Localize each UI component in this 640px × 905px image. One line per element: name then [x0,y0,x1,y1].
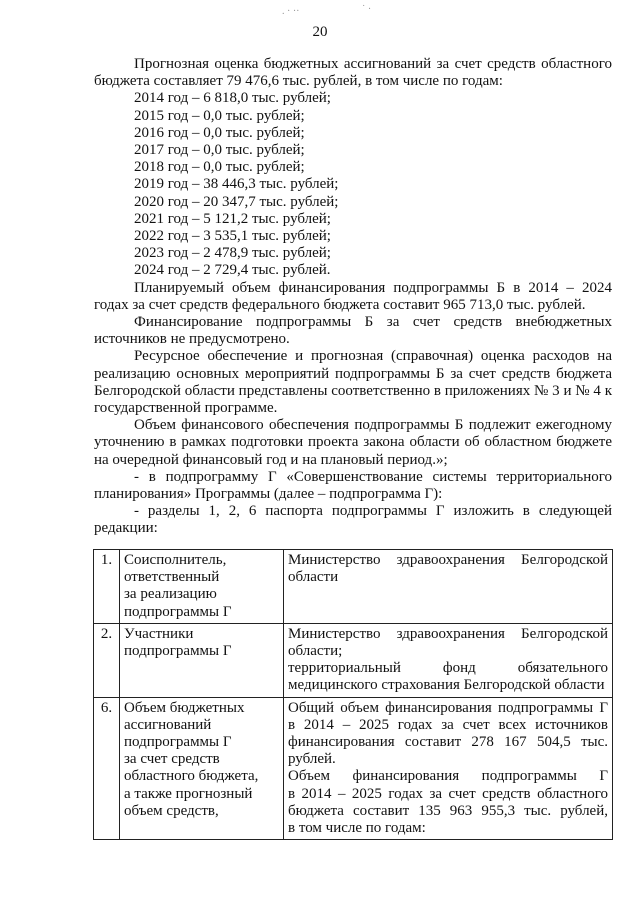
label-line: ассигнований [124,716,212,733]
value-line: Объем финансирования подпрограммы Г [288,768,608,785]
value-line: бюджета составит 135 963 955,3 тыс. рублей, [288,802,608,819]
label-line: подпрограммы Г [124,603,232,620]
row-label [120,623,284,697]
label-line: областного бюджета, [124,768,259,785]
paragraph: Прогнозная оценка бюджетных ассигнований за счет средств областного бюджета составляет 79 476,6 тыс. рублей, в том числе по годам: [94,56,612,90]
year-list [94,90,612,279]
value-line: в 2014 – 2025 годах за счет средств областного [288,785,608,802]
row-number: 2. [94,623,120,697]
label-line: а также прогнозный [124,785,253,802]
value-line: области; [288,643,343,660]
row-number: 1. [94,550,120,624]
page-number: 20 [312,24,328,40]
scan-artifact: . · ·· [282,6,300,17]
year-line: 2015 год – 0,0 тыс. рублей; [134,107,305,124]
label-line: подпрограммы Г [124,734,232,751]
value-line: в 2014 – 2025 годах за счет всех источников [288,716,608,733]
label-line: Объем бюджетных [124,699,245,716]
value-line: медицинского страхования Белгородской области [288,677,605,694]
row-label [120,697,284,840]
paragraph: Ресурсное обеспечение и прогнозная (справочная) оценка расходов на реализацию основных мероприятий подпрограммы Б за счет средств бюджета Белгородской области представлены соответственно в приложениях № 3 и № 4 к государственной программе. [94,348,612,417]
table-row [94,623,613,697]
row-value [284,623,613,697]
table-row [94,697,613,840]
label-line: объем средств, [124,802,219,819]
year-line: 2021 год – 5 121,2 тыс. рублей; [134,210,331,227]
year-line: 2017 год – 0,0 тыс. рублей; [134,142,305,159]
value-line: области [288,569,339,586]
year-line: 2014 год – 6 818,0 тыс. рублей; [134,90,331,107]
row-number: 6. [94,697,120,840]
year-line: 2024 год – 2 729,4 тыс. рублей. [134,262,331,279]
label-line: Участники [124,625,194,642]
paragraph: Планируемый объем финансирования подпрограммы Б в 2014 – 2024 годах за счет средств федерального бюджета составит 965 713,0 тыс. рублей. [94,279,612,313]
label-line: ответственный [124,569,220,586]
value-line: территориальный фонд обязательного [288,660,608,677]
label-line: Соисполнитель, [124,552,227,568]
body-text [94,56,612,538]
value-line: Общий объем финансирования подпрограммы Г [288,699,608,716]
paragraph: - в подпрограмму Г «Совершенствование системы территориального планирования» Программы (далее – подпрограмма Г): [94,468,612,503]
label-line: за реализацию [124,586,217,603]
table-row [94,550,613,624]
label-line: подпрограммы Г [124,643,232,660]
year-line: 2023 год – 2 478,9 тыс. рублей; [134,245,331,262]
paragraph: Финансирование подпрограммы Б за счет средств внебюджетных источников не предусмотрено. [94,314,612,348]
value-line: рублей. [288,751,336,768]
year-line: 2020 год – 20 347,7 тыс. рублей; [134,193,339,210]
year-line: 2016 год – 0,0 тыс. рублей; [134,124,305,141]
value-line: Министерство здравоохранения Белгородской [288,552,608,568]
value-line: финансирования составит 278 167 504,5 тыс. [288,734,608,751]
value-line: Министерство здравоохранения Белгородской [288,625,608,642]
row-value [284,697,613,840]
paragraph: - разделы 1, 2, 6 паспорта подпрограммы Г изложить в следующей редакции: [94,503,612,537]
value-line: в том числе по годам: [288,820,426,837]
paragraph: Объем финансового обеспечения подпрограммы Б подлежит ежегодному уточнению в рамках подготовки проекта закона области об областном бюджете на очередной финансовый год и на плановый период.»; [94,417,612,468]
scan-artifact: ˙ · [362,4,372,15]
year-line: 2022 год – 3 535,1 тыс. рублей; [134,228,331,245]
label-line: за счет средств [124,751,220,768]
year-line: 2019 год – 38 446,3 тыс. рублей; [134,176,339,193]
year-line: 2018 год – 0,0 тыс. рублей; [134,159,305,176]
passport-table [93,549,613,840]
row-label [120,550,284,624]
row-value [284,550,613,624]
